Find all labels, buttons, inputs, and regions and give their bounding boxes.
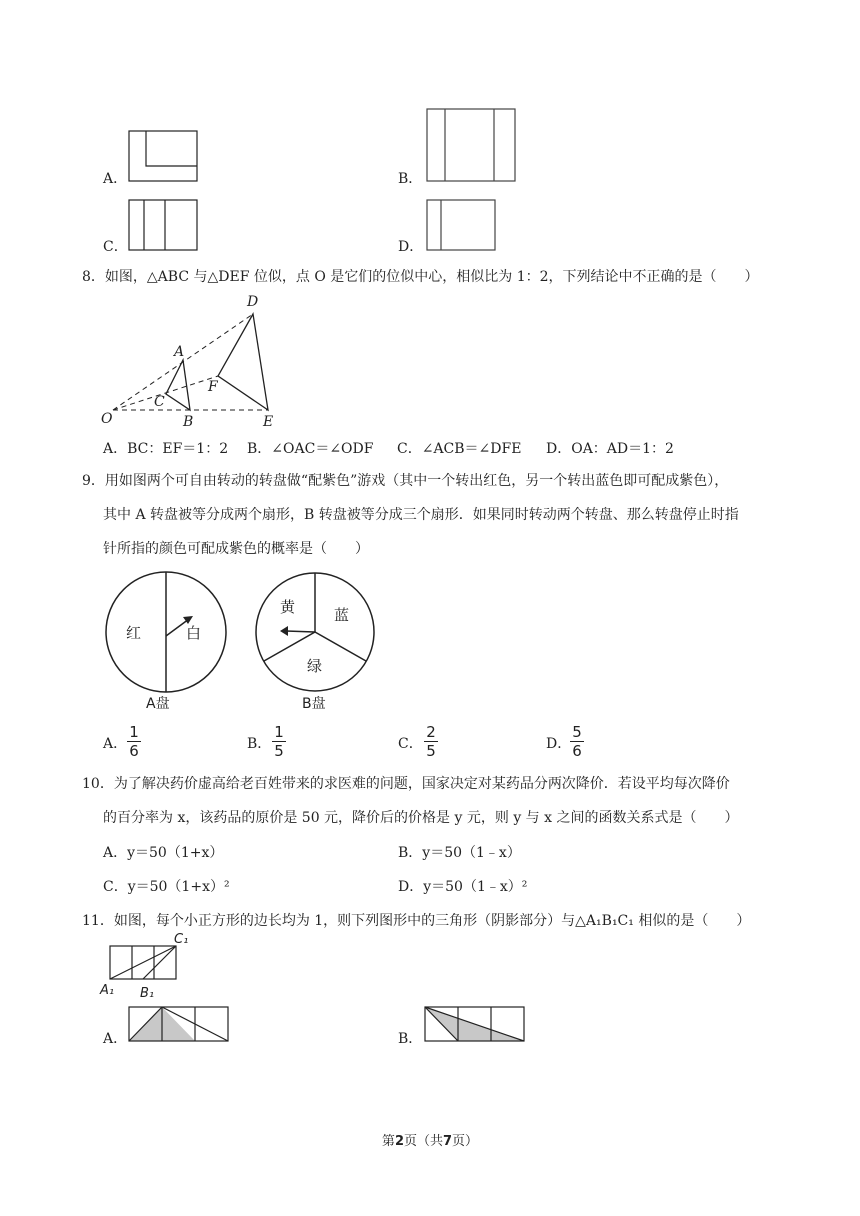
q8-option-c[interactable]: C．∠ACB＝∠DFE: [397, 441, 522, 457]
footer-total-pages: 7: [443, 1134, 453, 1149]
q9-disc-b-caption: B盘: [302, 696, 326, 712]
q9-option-a-numerator: 1: [129, 723, 139, 741]
q8-label-e: E: [263, 414, 274, 430]
q9-spinner-a: [100, 572, 232, 692]
q8-label-b: B: [183, 414, 194, 430]
q8-homothety-figure: [96, 290, 296, 430]
q9-stem-line2: 其中 A 转盘被等分成两个扇形，B 转盘被等分成三个扇形．如果同时转动两个转盘、那么转盘停止时指: [103, 507, 739, 523]
q9-option-b-label[interactable]: B．: [247, 736, 272, 752]
q9-option-d-denominator: 6: [572, 742, 582, 760]
q10-stem-line1: 10．为了解决药价虚高给老百姓带来的求医难的问题，国家决定对某药品分两次降价．若设平均每次降价: [82, 776, 730, 792]
q9-option-c-numerator: 2: [426, 723, 436, 741]
q9-disc-b-bottom-label: 绿: [307, 657, 323, 675]
q9-option-b-numerator: 1: [274, 723, 284, 741]
q9-disc-a-right-label: 白: [186, 624, 202, 642]
q9-spinner-b: [256, 572, 378, 692]
q7-option-a-label[interactable]: A．: [103, 171, 128, 187]
q9-option-d-label[interactable]: D．: [546, 736, 572, 752]
footer-post: 页）: [452, 1134, 479, 1149]
q9-option-c-denominator: 5: [426, 742, 436, 760]
q7-option-d-label[interactable]: D．: [398, 239, 424, 255]
q11-label-a1: A₁: [100, 983, 115, 998]
q8-label-c: C: [154, 394, 165, 410]
q7-option-b-figure: [426, 108, 518, 184]
q7-option-c-label[interactable]: C．: [103, 239, 128, 255]
q9-disc-b-topleft-label: 黄: [280, 598, 296, 616]
q9-option-b-denominator: 5: [274, 742, 284, 760]
q8-option-b[interactable]: B．∠OAC＝∠ODF: [247, 441, 374, 457]
q9-option-d-numerator: 5: [572, 723, 582, 741]
q8-label-f: F: [208, 379, 218, 395]
q11-label-c1: C₁: [174, 932, 189, 947]
q7-option-c-figure: [128, 199, 200, 253]
q9-option-d-fraction: [570, 724, 584, 759]
q11-option-a-figure: [128, 1005, 230, 1043]
q7-option-d-figure: [426, 199, 498, 253]
q9-stem-line1: 9．用如图两个可自由转动的转盘做“配紫色”游戏（其中一个转出红色，另一个转出蓝色即可配成紫色），: [82, 473, 729, 489]
q7-option-b-label[interactable]: B．: [398, 171, 423, 187]
q11-stem: 11．如图，每个小正方形的边长均为 1，则下列图形中的三角形（阴影部分）与△A₁B₁C₁ 相似的是（ ）: [82, 913, 751, 929]
q9-disc-a-left-label: 红: [126, 624, 142, 642]
q8-option-d[interactable]: D．OA：AD＝1：2: [546, 441, 674, 457]
q9-option-c-fraction: [424, 724, 438, 759]
footer-page-number: 2: [394, 1134, 404, 1149]
q9-stem-line3: 针所指的颜色可配成紫色的概率是（ ）: [103, 541, 369, 557]
q11-option-a-label[interactable]: A．: [103, 1031, 128, 1047]
q10-stem-line2: 的百分率为 x，该药品的原价是 50 元，降价后的价格是 y 元，则 y 与 x 之间的函数关系式是（ ）: [103, 810, 739, 826]
q10-option-a[interactable]: A．y＝50（1+x）: [103, 845, 224, 861]
q9-disc-b-topright-label: 蓝: [334, 606, 350, 624]
footer-pre: 第: [381, 1134, 395, 1149]
q10-option-b[interactable]: B．y＝50（1﹣x）: [398, 845, 521, 861]
q9-option-b-fraction: [272, 724, 286, 759]
footer-mid: 页（共: [403, 1134, 443, 1149]
q9-disc-a-caption: A盘: [146, 696, 170, 712]
q11-option-b-figure: [424, 1005, 526, 1043]
q8-label-o: O: [101, 411, 113, 427]
q10-option-d[interactable]: D．y＝50（1﹣x）²: [398, 879, 528, 895]
q11-option-b-label[interactable]: B．: [398, 1031, 423, 1047]
q9-option-a-denominator: 6: [129, 742, 139, 760]
q9-option-a-label[interactable]: A．: [103, 736, 128, 752]
q7-option-a-figure: [128, 130, 200, 185]
q11-label-b1: B₁: [140, 986, 155, 1001]
page-footer: [0, 1130, 860, 1149]
q8-option-a[interactable]: A．BC：EF＝1：2: [103, 441, 229, 457]
q8-stem: 8．如图，△ABC 与△DEF 位似，点 O 是它们的位似中心，相似比为 1：2，下列结论中不正确的是（ ）: [82, 269, 759, 285]
q9-option-c-label[interactable]: C．: [398, 736, 423, 752]
q11-reference-figure: [100, 932, 200, 1001]
q9-option-a-fraction: [127, 724, 141, 759]
q8-label-d: D: [247, 294, 259, 310]
q8-label-a: A: [174, 344, 185, 360]
q10-option-c[interactable]: C．y＝50（1+x）²: [103, 879, 230, 895]
